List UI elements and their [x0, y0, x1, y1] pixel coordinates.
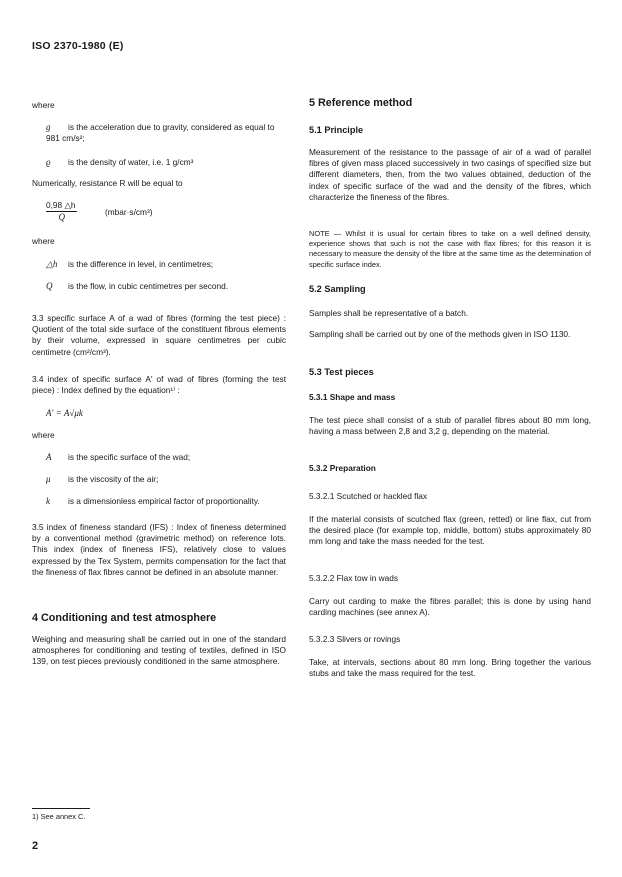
section-5-3-2-3-heading: 5.3.2.3 Slivers or rovings	[309, 634, 401, 644]
symbol-mu: μ	[46, 474, 51, 484]
section-5-3-2-heading: 5.3.2 Preparation	[309, 463, 376, 473]
def-k-text: is a dimensionless empirical factor of proportionality.	[68, 496, 260, 506]
def-mu-text: is the viscosity of the air;	[68, 474, 159, 484]
def-q	[46, 281, 286, 292]
section-5-3-2-1-text: If the material consists of scutched flax (green, retted) or line flax, cut from the desired place (for example top, middle, bottom) stubs approximately 80 mm long and take the mass needed for the test.	[309, 514, 591, 547]
section-4-heading: 4 Conditioning and test atmosphere	[32, 612, 217, 624]
symbol-g: g	[46, 122, 51, 132]
note: NOTE — Whilst it is usual for certain fibres to take on a well defined density, experience shows that such is not the case with flax fibres; for this reason it is necessary to measure the density of the fibre at the same time as the determination of specific surface index.	[309, 229, 591, 269]
fraction-numerator: 0,98 △h	[46, 200, 76, 210]
def-rho	[46, 157, 286, 168]
section-5-3-2-2-text: Carry out carding to make the fibres parallel; this is done by using hand carding machines (see annex A).	[309, 596, 591, 618]
section-5-3-2-1-heading: 5.3.2.1 Scutched or hackled flax	[309, 491, 428, 501]
def-a	[46, 452, 286, 463]
fraction-unit: (mbar·s/cm³)	[105, 207, 153, 217]
page-number: 2	[32, 840, 39, 852]
clause-3-4: 3.4 index of specific surface A′ of wad of fibres (forming the test piece) : Index defined by the equation¹⁾ :	[32, 374, 286, 396]
section-4-text: Weighing and measuring shall be carried out in one of the standard atmospheres for conditioning and testing of textiles, defined in ISO 139, on test pieces previously conditioned in the same atmosphere.	[32, 634, 286, 667]
def-g-text: is the acceleration due to gravity, considered as equal to 981 cm/s²;	[46, 122, 275, 144]
footnote-rule	[32, 808, 90, 809]
symbol-a: A	[46, 452, 52, 462]
def-k	[46, 496, 286, 507]
def-dh	[46, 259, 286, 270]
section-5-3-1-heading: 5.3.1 Shape and mass	[309, 392, 396, 402]
where-label: where	[32, 236, 55, 246]
symbol-rho: ϱ	[46, 157, 51, 167]
where-label: where	[32, 100, 55, 110]
clause-3-5: 3.5 index of fineness standard (IFS) : Index of fineness determined by a conventional method (gravimetric method) on reference lots. This index (index of fineness IFS), relatively close to values expressed by the Tex System, permits compensation for the fact that the fineness of flax fibres cannot be defined in an absolute manner.	[32, 522, 286, 577]
symbol-delta-h: △h	[46, 259, 58, 269]
numerically-text: Numerically, resistance R will be equal to	[32, 178, 183, 188]
section-5-heading: 5 Reference method	[309, 97, 413, 109]
resistance-fraction	[46, 200, 77, 222]
section-5-3-heading: 5.3 Test pieces	[309, 367, 374, 377]
section-5-1-heading: 5.1 Principle	[309, 125, 364, 135]
symbol-q: Q	[46, 281, 53, 291]
equation: A′ = A√μk	[46, 408, 83, 418]
footnote: 1) See annex C.	[32, 812, 86, 821]
document-id: ISO 2370-1980 (E)	[32, 40, 124, 52]
where-label: where	[32, 430, 55, 440]
section-5-2-text-a: Samples shall be representative of a batch.	[309, 308, 469, 318]
def-g	[46, 122, 286, 144]
section-5-3-2-3-text: Take, at intervals, sections about 80 mm long. Bring together the various stubs and take the mass required for the test.	[309, 657, 591, 679]
def-q-text: is the flow, in cubic centimetres per second.	[68, 281, 229, 291]
def-dh-text: is the difference in level, in centimetres;	[68, 259, 214, 269]
clause-3-3: 3.3 specific surface A of a wad of fibres (forming the test piece) : Quotient of the total side surface of the constituent fibrous elements by their volume, expressed in square centimetres per cubic centimetre (cm²/cm³).	[32, 313, 286, 357]
section-5-3-2-2-heading: 5.3.2.2 Flax tow in wads	[309, 573, 399, 583]
section-5-2-text-b: Sampling shall be carried out by one of the methods given in ISO 1130.	[309, 329, 571, 339]
def-a-text: is the specific surface of the wad;	[68, 452, 191, 462]
def-rho-text: is the density of water, i.e. 1 g/cm³	[68, 157, 194, 167]
def-mu	[46, 474, 286, 485]
section-5-1-text: Measurement of the resistance to the passage of air of a wad of parallel fibres of given mass placed successively in two casings of specified size but different diameters, then, from the two values obtained, deduction of the index of specific surface of the wad and the density of the fibres, which characterize the fineness of the fibres.	[309, 147, 591, 202]
section-5-2-heading: 5.2 Sampling	[309, 284, 366, 294]
fraction-denominator: Q	[58, 212, 65, 222]
symbol-k: k	[46, 496, 50, 506]
section-5-3-1-text: The test piece shall consist of a stub of parallel fibres about 80 mm long, having a mass between 2,8 and 3,2 g, depending on the material.	[309, 415, 591, 437]
